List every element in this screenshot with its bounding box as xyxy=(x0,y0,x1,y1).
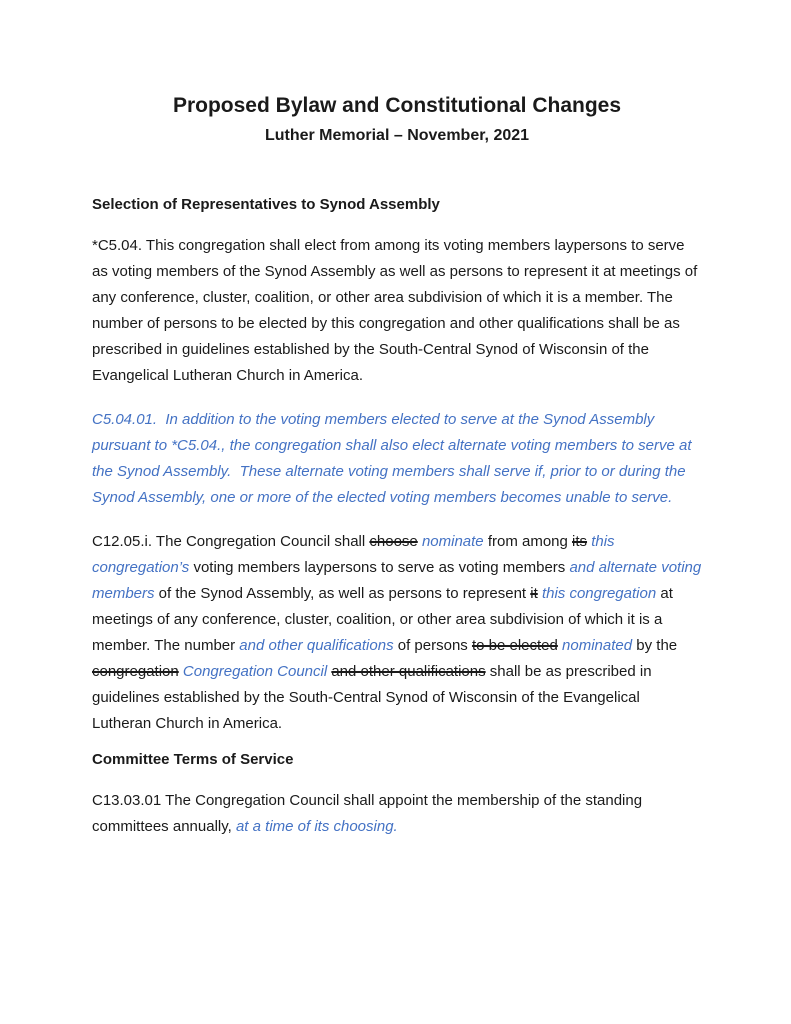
paragraph-c5-04-01 xyxy=(92,407,702,511)
inserted-text: and alternate voting members xyxy=(92,559,706,602)
deleted-text: its xyxy=(572,533,588,550)
deleted-text: it xyxy=(530,585,538,602)
inserted-text: nominated xyxy=(562,637,633,654)
paragraph-c5-04 xyxy=(92,233,702,389)
text-run: of the Synod Assembly, as well as persons to represent xyxy=(154,585,531,602)
text-run: C12.05.i. The Congregation Council shall xyxy=(92,533,370,550)
text-run: *C5.04. This congregation shall elect from among its voting members laypersons to serve as voting members of the Synod Assembly as well as persons to represent it at meetings of any conference, cluster, coalition, or other area subdivision of which it is a member. The number of persons to be elected by this congregation and other qualifications shall be as prescribed in guidelines established by the South-Central Synod of Wisconsin of the Evangelical Lutheran Church in America. xyxy=(92,237,702,384)
inserted-text: Congregation Council xyxy=(182,663,328,680)
inserted-text: this congregation’s xyxy=(92,533,619,576)
text-run: voting members laypersons to serve as voting members xyxy=(189,559,570,576)
page-title: Proposed Bylaw and Constitutional Changes xyxy=(172,94,622,117)
deleted-text: to be elected xyxy=(471,637,558,654)
text-run: from among xyxy=(483,533,573,550)
text-run: by the xyxy=(632,637,682,654)
text-run: shall be as prescribed in guidelines established by the South-Central Synod of Wisconsin of the Evangelical Lutheran Church in America. xyxy=(92,663,656,732)
section-heading-synod-assembly: Selection of Representatives to Synod Assembly xyxy=(92,196,440,213)
paragraph-c12-05-i xyxy=(92,529,706,737)
text-run: of persons xyxy=(393,637,472,654)
section-heading-committee-terms: Committee Terms of Service xyxy=(92,751,294,768)
inserted-text: this congregation xyxy=(541,585,657,602)
deleted-text: congregation xyxy=(92,663,179,680)
deleted-text: and other qualifications xyxy=(331,663,486,680)
inserted-text: C5.04.01. In addition to the voting members elected to serve at the Synod Assembly pursuant to *C5.04., the congregation shall also elect alternate voting members to serve at the Synod Assembly. These alternate voting members shall serve if, prior to or during the Synod Assembly, one or more of the elected voting members becomes unable to serve. xyxy=(92,411,696,506)
deleted-text: choose xyxy=(369,533,418,550)
page-subtitle: Luther Memorial – November, 2021 xyxy=(264,127,530,144)
text-run: at meetings of any conference, cluster, coalition, or other area subdivision of which it is a member. The number xyxy=(92,585,678,654)
inserted-text: and other qualifications xyxy=(239,637,394,654)
paragraph-c13-03-01 xyxy=(92,788,702,840)
text-run: C13.03.01 The Congregation Council shall appoint the membership of the standing committees annually, xyxy=(92,792,647,835)
inserted-text: nominate xyxy=(421,533,484,550)
inserted-text: at a time of its choosing. xyxy=(231,818,398,835)
